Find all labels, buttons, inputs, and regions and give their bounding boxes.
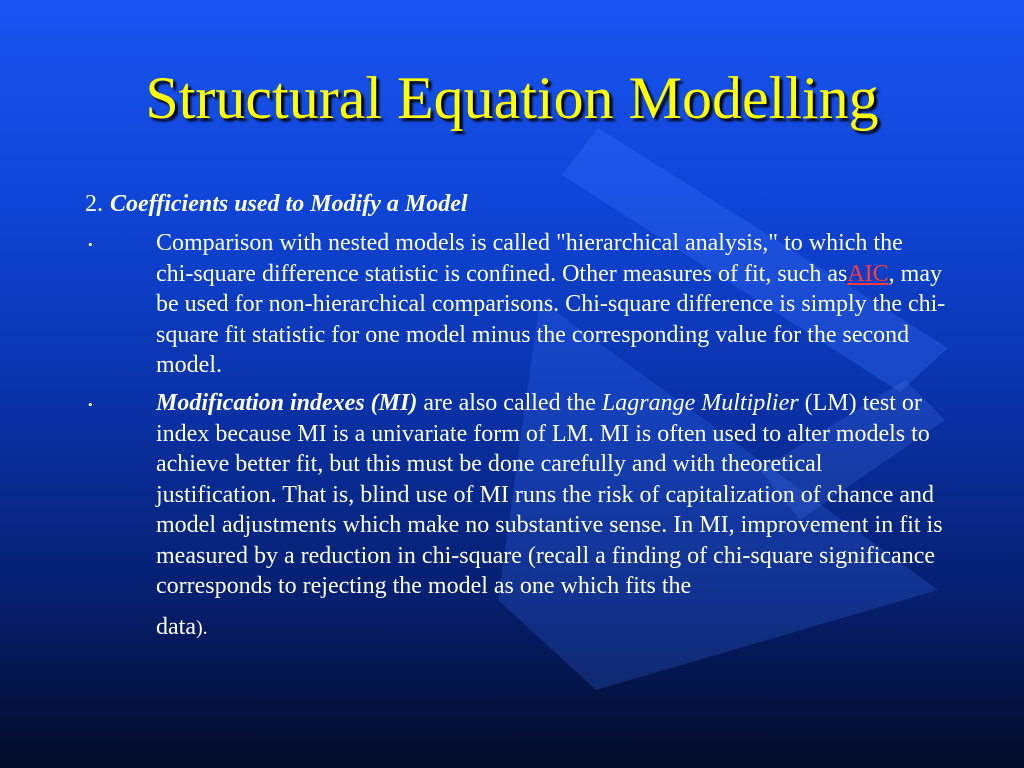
term-modification-indexes: Modification indexes (MI) bbox=[156, 390, 418, 416]
section-heading: Coefficients used to Modify a Model bbox=[110, 191, 468, 217]
bullet-text: (LM) test or index because MI is a univariate form of LM. MI is often used to alter models to achieve better fit, but this must be done carefully and with theoretical justification. That is, blind use of MI runs the risk of capitalization of chance and model adjustments which make no substantive sense. In MI, improvement in fit is measured by a reduction in chi-square (recall a finding of chi-square significance corresponds to rejecting the model as one which fits the bbox=[156, 390, 943, 599]
term-lagrange-multiplier: Lagrange Multiplier bbox=[601, 390, 799, 416]
bullet-paragraph-modification-indexes bbox=[156, 388, 946, 643]
bullet-text: , may be used for non-hierarchical comparisons. Chi-square difference is simply the chi-square fit statistic for one model minus the corresponding value for the second model. bbox=[156, 260, 946, 378]
paragraph-last-line bbox=[156, 612, 208, 644]
section-subheading bbox=[85, 189, 468, 220]
bullet-text-tail-end: ). bbox=[195, 616, 208, 639]
bullet-marker: • bbox=[88, 397, 93, 412]
aic-link[interactable]: AIC bbox=[847, 260, 889, 287]
bullet-text: are also called the bbox=[417, 390, 602, 416]
bullet-text-tail: data bbox=[156, 613, 196, 640]
section-number: 2. bbox=[85, 191, 103, 217]
bullet-text: Comparison with nested models is called "hierarchical analysis," to which the chi-square difference statistic is confined. Other measures of fit, such as bbox=[156, 230, 903, 287]
bullet-marker: • bbox=[88, 237, 93, 252]
bullet-paragraph-nested-models bbox=[156, 228, 946, 381]
slide-title: Structural Equation Modelling bbox=[145, 65, 879, 131]
